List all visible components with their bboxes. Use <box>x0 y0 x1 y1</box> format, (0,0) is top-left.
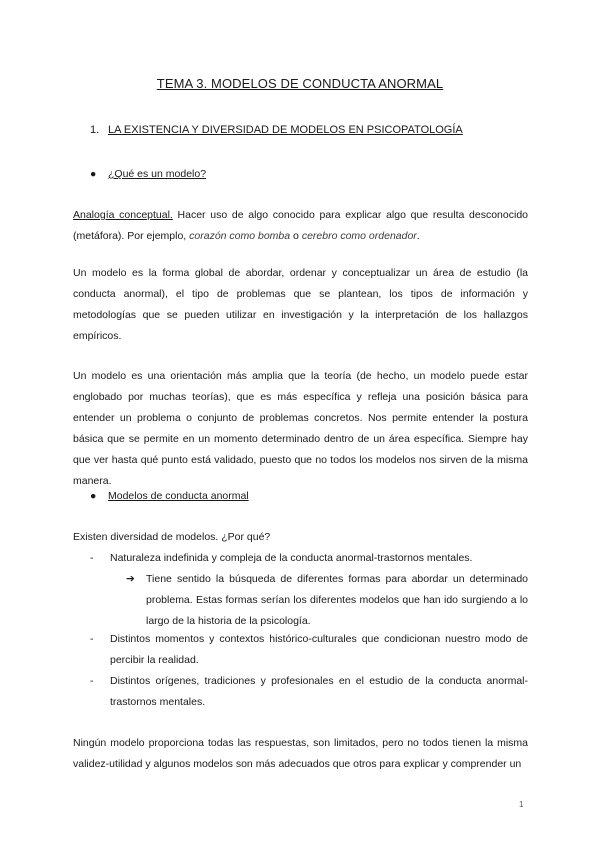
paragraph-modelo: Un modelo es la forma global de abordar, ordenar y conceptualizar un área de estudio (la conducta anormal), el tipo de problemas que se plantean, los tipos de información y metodologías que se pueden utilizar en investigación y la interpretación de los hallazgos empíricos. <box>73 267 528 342</box>
analogia-example-2: cerebro como ordenador <box>301 230 417 242</box>
arrow-right-icon: ➔ <box>126 573 135 585</box>
page-number: 1 <box>519 800 524 809</box>
analogia-text-2: o <box>290 230 302 242</box>
paragraph-orientacion: Un modelo es una orientación más amplia que la teoría (de hecho, un modelo puede estar englobado por muchas teorías), que es más específica y refleja una posición básica para entender un problema o conjunto de problemas concretos. Nos permite entender la postura básica que se permite en un momento determinado dentro de un área específica. Siempre hay que ver hasta qué punto está validado, puesto que no todos los modelos nos sirven de la misma manera. <box>73 370 528 487</box>
bullet-que-es-modelo <box>90 168 206 180</box>
analogia-example-1: corazón como bomba <box>189 230 291 242</box>
list-item-text: Distintos momentos y contextos histórico-culturales que condicionan nuestro modo de percibir la realidad. <box>110 633 528 666</box>
list-item <box>73 671 528 713</box>
analogia-text-1: Hacer uso de algo conocido para explicar algo que resulta desconocido (metáfora). Por ejemplo, <box>73 209 528 242</box>
analogia-text-3: . <box>416 230 420 242</box>
paragraph-analogia <box>73 205 528 247</box>
bullet-icon: ● <box>90 490 97 502</box>
dash-marker: - <box>90 633 94 645</box>
list-item <box>73 629 528 671</box>
list-item <box>73 548 528 569</box>
dash-marker: - <box>90 552 94 564</box>
page-title: TEMA 3. MODELOS DE CONDUCTA ANORMAL <box>156 76 444 91</box>
bullet-icon: ● <box>90 168 97 180</box>
bullet-heading-text: Modelos de conducta anormal <box>108 490 249 502</box>
analogia-label: Analogía conceptual. <box>73 209 173 221</box>
list-item-text: Naturaleza indefinida y compleja de la conducta anormal-trastornos mentales. <box>110 552 473 564</box>
section-number: 1. <box>90 124 100 136</box>
section-heading-1 <box>90 124 463 136</box>
section-heading-text: LA EXISTENCIA Y DIVERSIDAD DE MODELOS EN PSICOPATOLOGÍA <box>108 124 463 136</box>
bullet-heading-text: ¿Qué es un modelo? <box>108 168 207 180</box>
dash-marker: - <box>90 675 94 687</box>
sub-list-item-text: Tiene sentido la búsqueda de diferentes formas para abordar un determinado problema. Estas formas serían los diferentes modelos que han ido surgiendo a lo largo de la historia de la psicología. <box>146 573 528 627</box>
paragraph-ningun-modelo: Ningún modelo proporciona todas las respuestas, son limitados, pero no todos tienen la misma validez-utilidad y algunos modelos son más adecuados que otros para explicar y comprender un <box>73 737 528 770</box>
sub-list-item <box>126 569 528 632</box>
list-item-text: Distintos orígenes, tradiciones y profesionales en el estudio de la conducta anormal-trastornos mentales. <box>110 675 528 708</box>
paragraph-existen: Existen diversidad de modelos. ¿Por qué? <box>73 531 271 543</box>
bullet-modelos-conducta <box>90 490 249 502</box>
